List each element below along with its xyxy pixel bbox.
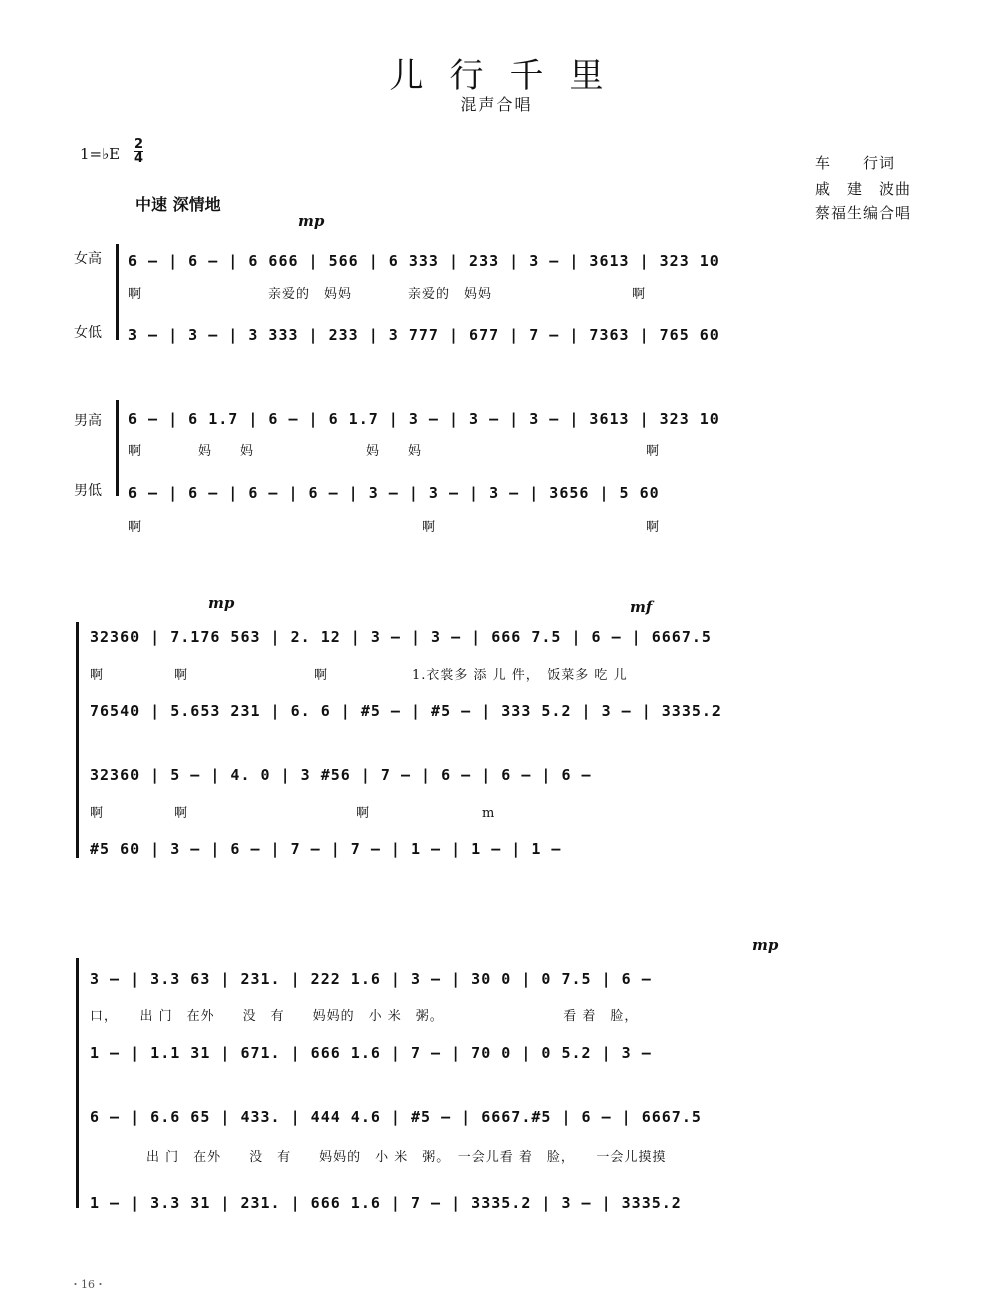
page-title: 儿行千里 xyxy=(389,56,630,96)
time-sig-bottom: 4 xyxy=(134,151,144,166)
bass-notes-1: 6 – | 6 – | 6 – | 6 – | 3 – | 3 – | 3 – | 3656 | 5 60 xyxy=(128,484,660,502)
soprano-lyrics-2: 啊 啊 啊 1.衣裳多 添 儿 件， 饭菜多 吃 儿 xyxy=(90,668,628,683)
tenor-lyrics-2: 啊 啊 啊 m xyxy=(90,806,496,821)
tenor-notes-2: 32360 | 5 – | 4. 0 | 3 #56 | 7 – | 6 – | 6 – | 6 – xyxy=(90,766,592,784)
voice-label-tenor: 男高 xyxy=(74,413,102,429)
dynamic-mp: mp xyxy=(208,594,235,612)
tenor-notes-1: 6 – | 6 1.7 | 6 – | 6 1.7 | 3 – | 3 – | 3 – | 3613 | 323 10 xyxy=(128,410,720,428)
bass-lyrics-1: 啊 啊 啊 xyxy=(128,520,661,535)
page-number: ・16・ xyxy=(70,1278,106,1291)
subtitle: 混声合唱 xyxy=(460,95,533,114)
key-signature xyxy=(80,145,120,163)
time-signature xyxy=(134,138,143,165)
bass-bracket xyxy=(116,400,119,496)
time-sig-top: 2 xyxy=(134,137,144,152)
system2-bracket xyxy=(76,622,79,858)
voice-label-alto: 女低 xyxy=(74,325,102,341)
credit-composer: 戚 建 波曲 xyxy=(815,180,912,198)
bass-notes-3: 1 – | 3.3 31 | 231. | 666 1.6 | 7 – | 3335.2 | 3 – | 3335.2 xyxy=(90,1194,682,1212)
soprano-notes-2: 32360 | 7.176 563 | 2. 12 | 3 – | 3 – | 666 7.5 | 6 – | 6667.5 xyxy=(90,628,712,646)
treble-bracket xyxy=(116,244,119,340)
voice-label-bass: 男低 xyxy=(74,483,102,499)
soprano-notes-3: 3 – | 3.3 63 | 231. | 222 1.6 | 3 – | 30 0 | 0 7.5 | 6 – xyxy=(90,970,652,988)
tenor-notes-3: 6 – | 6.6 65 | 433. | 444 4.6 | #5 – | 6667.#5 | 6 – | 6667.5 xyxy=(90,1108,702,1126)
key-text: 1=♭E xyxy=(80,145,121,163)
alto-notes-1: 3 – | 3 – | 3 333 | 233 | 3 777 | 677 | 7 – | 7363 | 765 60 xyxy=(128,326,720,344)
tenor-lyrics-1: 啊 妈 妈 妈 妈 啊 xyxy=(128,444,661,459)
soprano-lyrics-1: 啊 亲爱的 妈妈 亲爱的 妈妈 啊 xyxy=(128,287,647,302)
credit-arranger: 蔡福生编合唱 xyxy=(815,204,912,222)
tenor-lyrics-3: 出 门 在外 没 有 妈妈的 小 米 粥。 一会儿看 着 脸， 一会儿摸摸 xyxy=(90,1150,667,1165)
dynamic-mp: mp xyxy=(298,212,325,230)
soprano-notes-1: 6 – | 6 – | 6 666 | 566 | 6 333 | 233 | 3 – | 3613 | 323 10 xyxy=(128,252,720,270)
dynamic-mp: mp xyxy=(752,936,779,954)
alto-notes-2: 76540 | 5.653 231 | 6. 6 | #5 – | #5 – | 333 5.2 | 3 – | 3335.2 xyxy=(90,702,722,720)
soprano-lyrics-3: 口， 出 门 在外 没 有 妈妈的 小 米 粥。 看 着 脸， xyxy=(90,1009,639,1024)
bass-notes-2: #5 60 | 3 – | 6 – | 7 – | 7 – | 1 – | 1 – | 1 – xyxy=(90,840,562,858)
system3-bracket xyxy=(76,958,79,1208)
alto-notes-3: 1 – | 1.1 31 | 671. | 666 1.6 | 7 – | 70 0 | 0 5.2 | 3 – xyxy=(90,1044,652,1062)
dynamic-mf: mf xyxy=(630,598,653,616)
credit-lyricist: 车 行词 xyxy=(815,154,896,172)
tempo-marking: 中速 深情地 xyxy=(135,195,221,214)
voice-label-soprano: 女高 xyxy=(74,251,102,267)
